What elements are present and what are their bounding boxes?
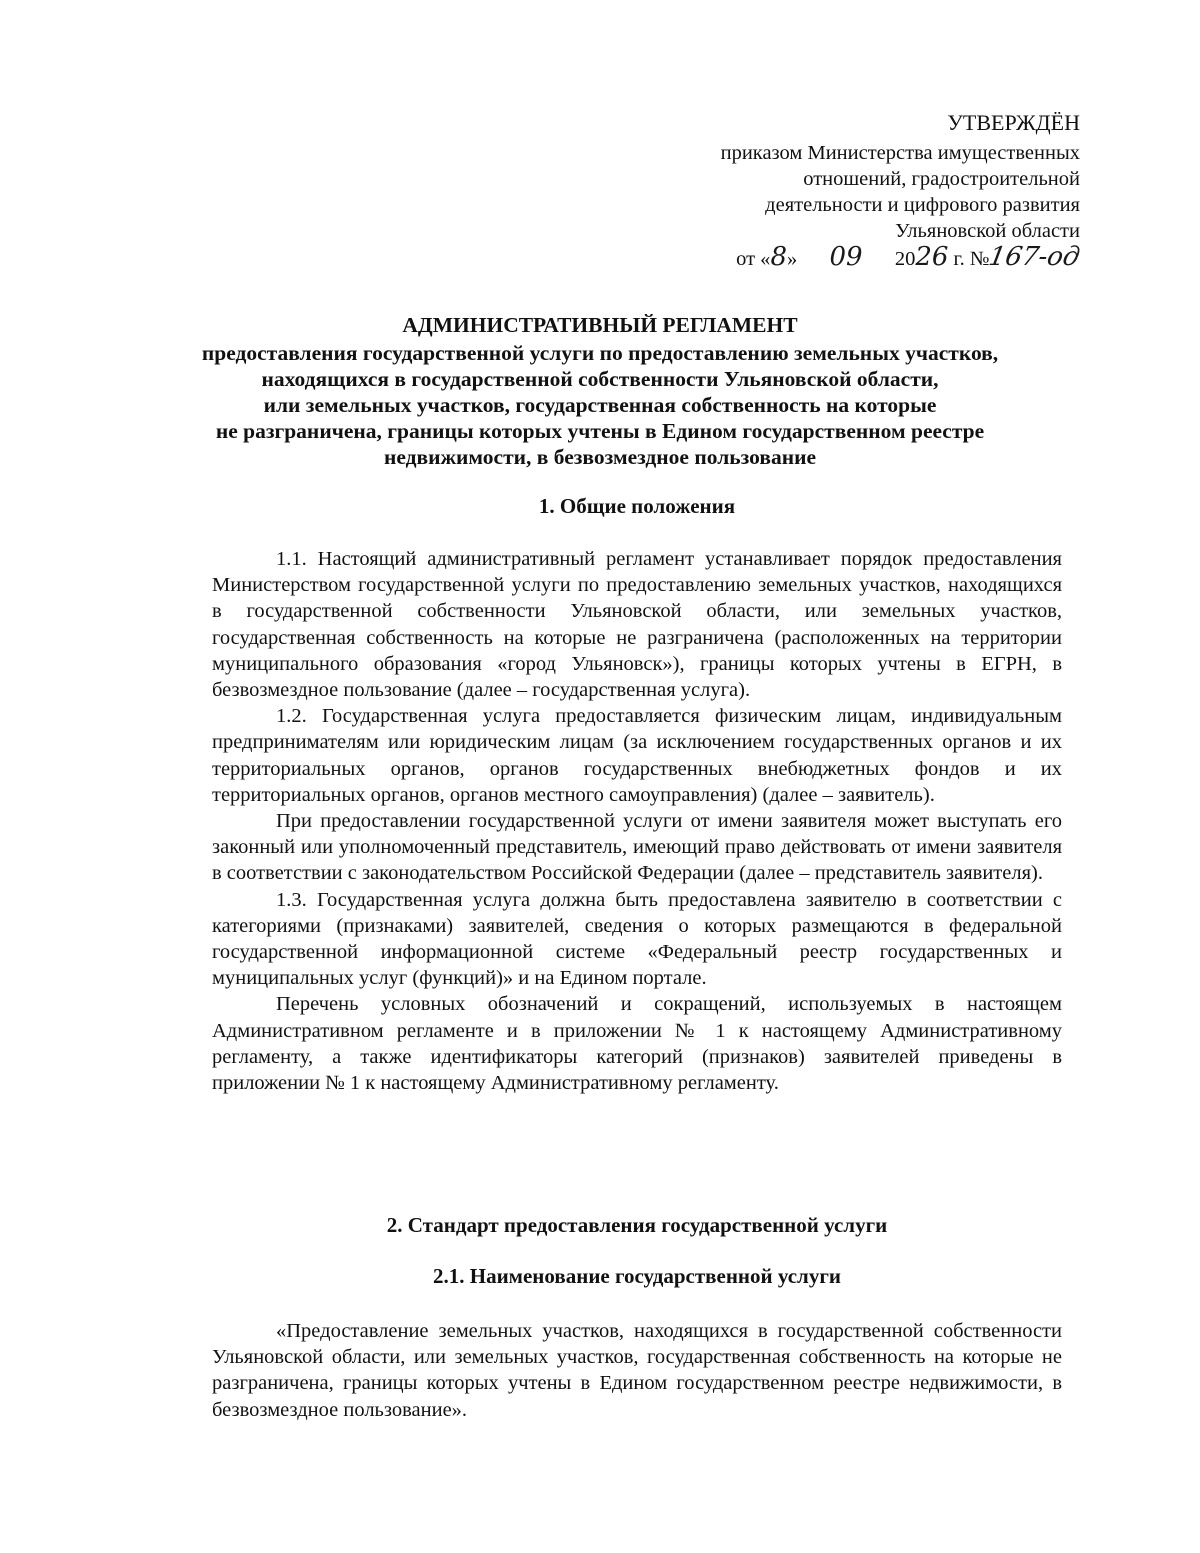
number-prefix: г. № [953, 248, 990, 270]
approval-stamp [600, 108, 1083, 272]
date-mid: » [786, 248, 798, 270]
section-2-1-body [212, 1318, 1062, 1423]
title-main: АДМИНИСТРАТИВНЫЙ РЕГЛАМЕНТ [402, 313, 798, 337]
title-subtitle-line: не разграничена, границы которых учтены в Едином государственном реестре [215, 419, 985, 443]
paragraph-representative: При предоставлении государственной услуги от имени заявителя может выступать его законный или уполномоченный представитель, имеющий право действовать от имени заявителя в соответствии с законодательством Российской Федерации (далее – представитель заявителя). [212, 810, 1062, 885]
approval-line: приказом Министерства имущественных [720, 142, 1080, 164]
paragraph-1-2: 1.2. Государственная услуга предоставляется физическим лицам, индивидуальным предпринимателям или юридическим лицам (за исключением государственных органов и их территориальных органов, органов государственных внебюджетных фондов и их территориальных органов, органов местного самоуправления) (далее – заявитель). [212, 705, 1062, 806]
section-2-1-heading: 2.1. Наименование государственной услуги [433, 1264, 841, 1288]
section-1-heading: 1. Общие положения [538, 494, 736, 518]
handwritten-number: 167-од [986, 242, 1083, 272]
date-prefix: от « [736, 248, 771, 270]
section-2-heading: 2. Стандарт предоставления государственной услуги [386, 1213, 888, 1237]
title-subtitle-line: находящихся в государственной собственности Ульяновской области, [261, 367, 939, 391]
approval-date [600, 242, 1083, 272]
paragraph-abbreviations: Перечень условных обозначений и сокращений, используемых в настоящем Административном регламенте и в приложении № 1 к настоящему Административному регламенту, а также идентификаторы категорий (признаков) заявителей приведены в приложении № 1 к настоящему Административному регламенту. [212, 993, 1062, 1095]
paragraph-1-3: 1.3. Государственная услуга должна быть предоставлена заявителю в соответствии с категориями (признаками) заявителей, сведения о которых размещаются в федеральной государственной информационной системе «Федеральный реестр государственных и муниципальных услуг (функций)» и на Едином портале. [212, 888, 1062, 990]
title-subtitle-line: или земельных участков, государственная собственность на которые [263, 393, 937, 417]
handwritten-year: 26 [915, 242, 949, 272]
service-name-paragraph: «Предоставление земельных участков, находящихся в государственной собственности Ульяновской области, или земельных участков, государственная собственность на которые не разграничена, границы которых учтены в Едином государственном реестре недвижимости, в безвозмездное пользование». [212, 1320, 1062, 1421]
handwritten-day: 8 [770, 242, 787, 272]
approval-title: УТВЕРЖДЁН [947, 110, 1080, 135]
paragraph-1-1: 1.1. Настоящий административный регламент устанавливает порядок предоставления Министерством государственной услуги по предоставлению земельных участков, находящихся в государственной собственности Ульяновской области, или земельных участков, государственная собственность на которые не разграничена (расположенных на территории муниципального образования «город Ульяновск»), границы которых учтены в ЕГРН, в безвозмездное пользование (далее – государственная услуга). [212, 548, 1062, 702]
title-subtitle-line: предоставления государственной услуги по предоставлению земельных участков, [201, 341, 999, 365]
approval-line: отношений, градостроительной [803, 168, 1080, 190]
approval-line: Ульяновской области [895, 220, 1080, 242]
document-title [200, 312, 1000, 470]
year-prefix: 20 [894, 248, 916, 270]
approval-line: деятельности и цифрового развития [765, 194, 1080, 216]
section-1-body [212, 546, 1062, 1096]
handwritten-month: 09 [829, 242, 863, 272]
title-subtitle-line: недвижимости, в безвозмездное пользование [383, 445, 817, 469]
